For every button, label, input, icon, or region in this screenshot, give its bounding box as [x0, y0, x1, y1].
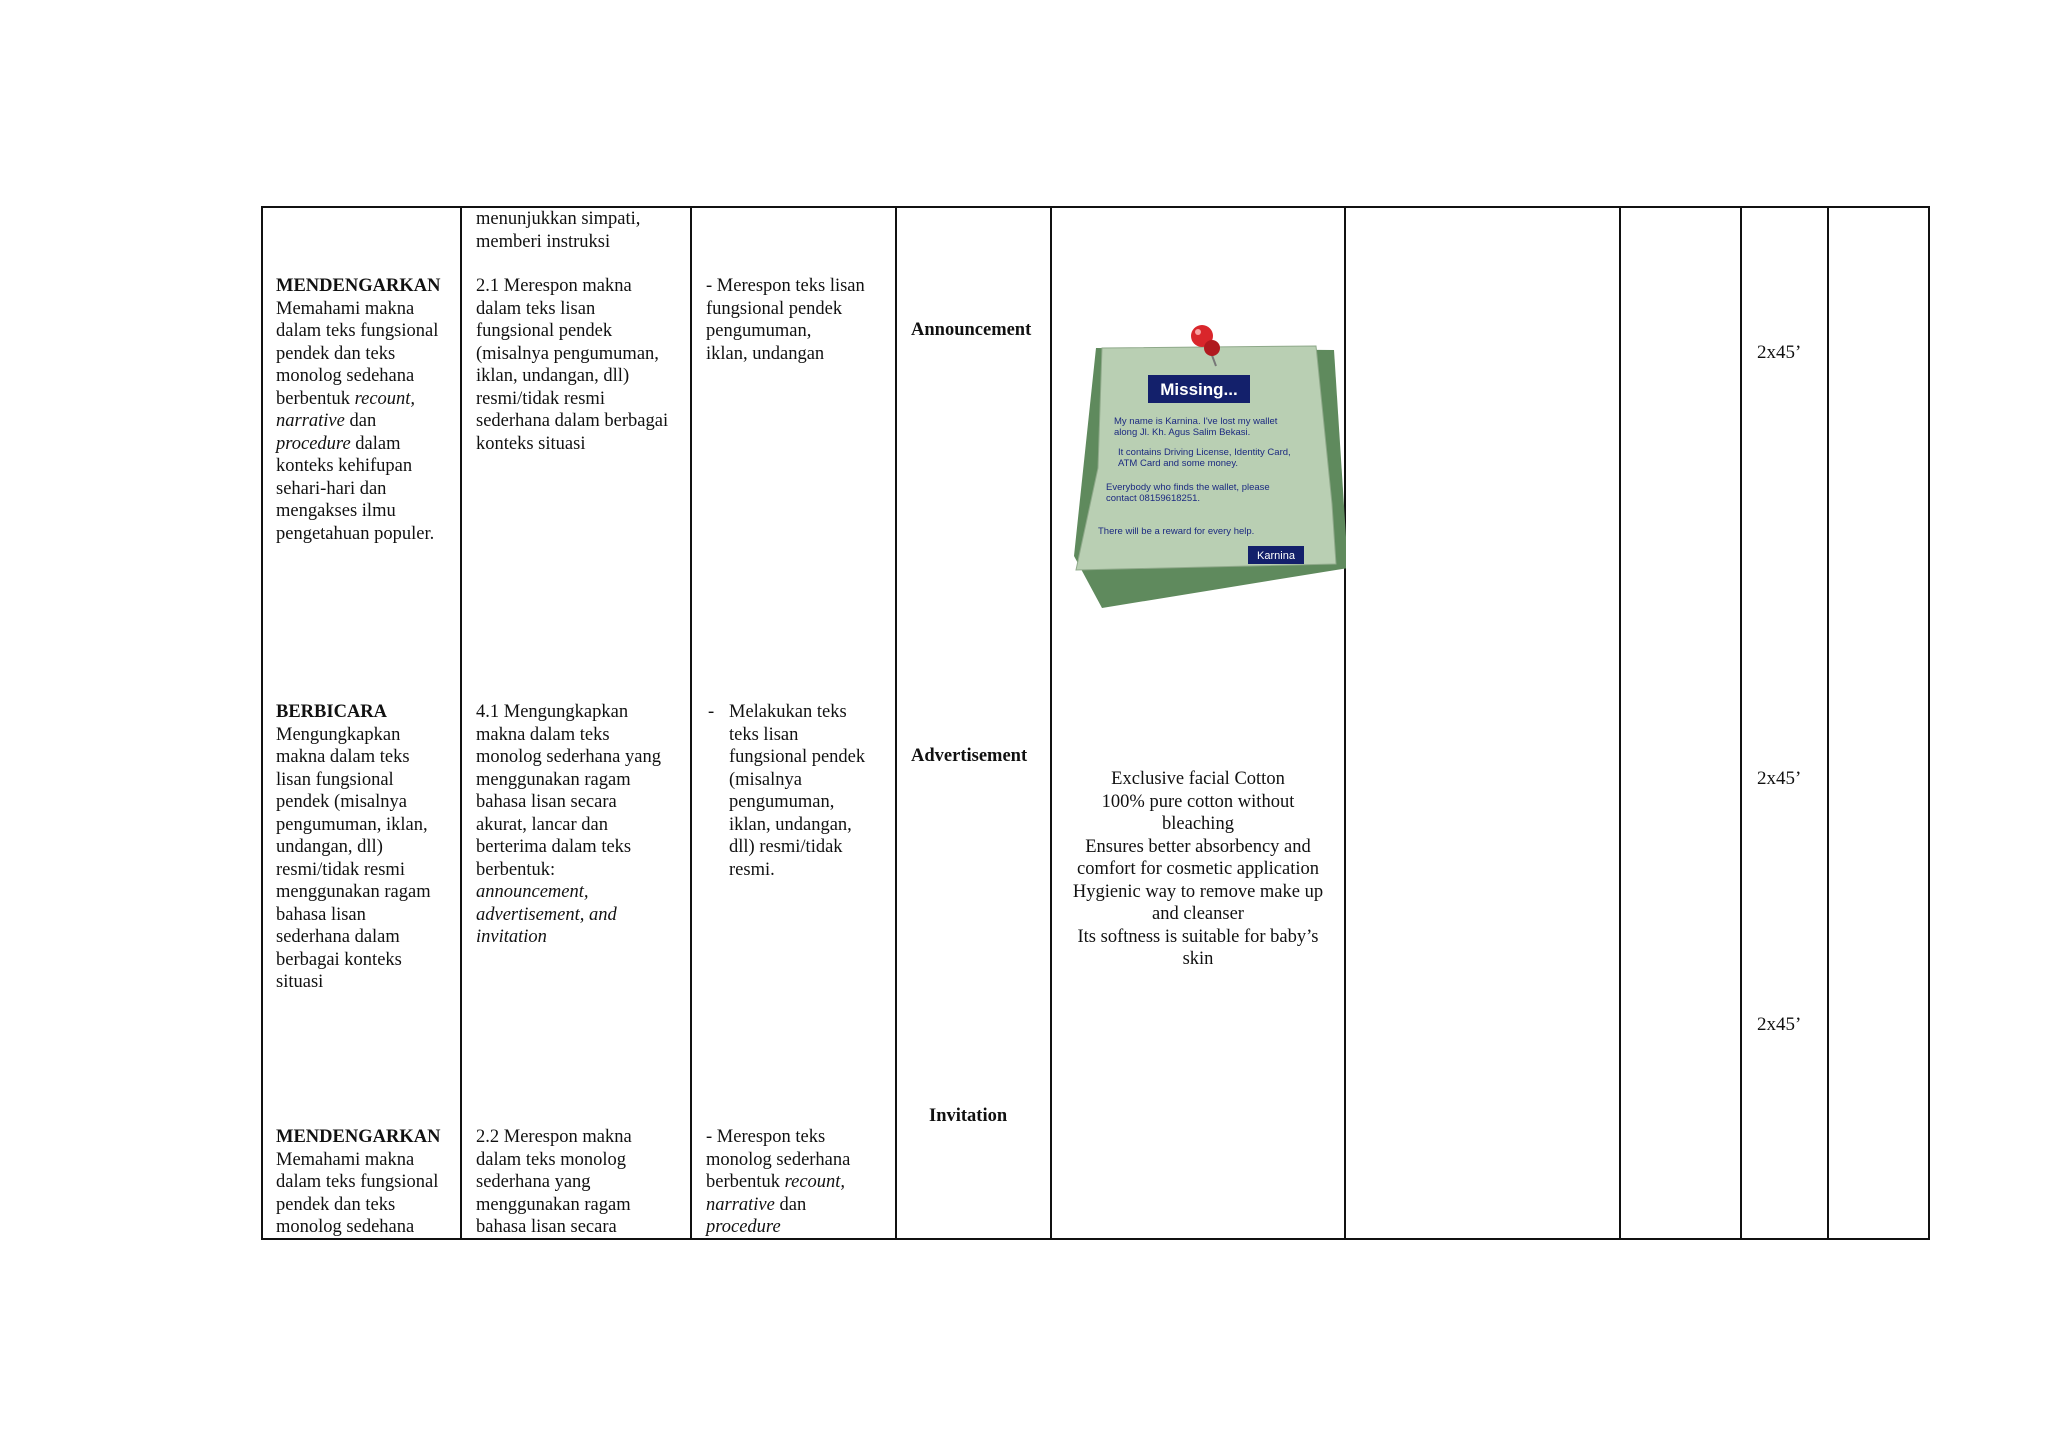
basic-competency-2-2: 2.2 Merespon makna dalam teks monolog sederhana yang menggunakan ragam bahasa lisan secara [476, 1127, 632, 1237]
competency-text: Memahami makna dalam teks fungsional pendek dan teks monolog sedehana [276, 1149, 439, 1237]
column-divider [1740, 206, 1742, 1240]
note-line: There will be a reward for every help. [1098, 526, 1255, 537]
note-line: ATM Card and some money. [1118, 458, 1239, 469]
indicator-2: Melakukan teks teks lisan fungsional pendek (misalnya pengumuman, iklan, undangan, dll) resmi/tidak resmi. [729, 702, 866, 880]
basic-competency-2-1: 2.1 Merespon makna dalam teks lisan fungsional pendek (misalnya pengumuman, iklan, undangan, dll) resmi/tidak resmi sederhana dalam berbagai konteks situasi [476, 276, 669, 454]
pin-base [1204, 340, 1220, 356]
pin-highlight [1195, 329, 1201, 335]
note-line: It contains Driving License, Identity Card, [1118, 447, 1291, 458]
column-divider [1827, 206, 1829, 1240]
competency-heading: MENDENGARKAN [276, 276, 441, 296]
competency-speaking [276, 701, 461, 994]
basic-competency-top: menunjukkan simpati, memberi instruksi [476, 209, 641, 252]
competency-text: dalam konteks kehifupan sehari-hari dan mengakses ilmu pengetahuan populer. [276, 433, 435, 544]
basic-competency-text: 4.1 Mengungkapkan makna dalam teks monolog sederhana yang menggunakan ragam bahasa lisan secara akurat, lancar dan berterima dalam teks berbentuk: [476, 702, 661, 880]
basic-competency-4-1 [476, 701, 691, 949]
competency-text-italic: recount, narrative [276, 388, 416, 431]
note-line: contact 08159618251. [1106, 493, 1201, 504]
indicator-text: dan [779, 1194, 807, 1215]
column-divider [1619, 206, 1621, 1240]
indicator-text: - Merespon teks monolog sederhana berbentuk [706, 1127, 851, 1192]
duration-1: 2x45’ [1757, 342, 1802, 363]
advertisement-text: Exclusive facial Cotton 100% pure cotton without bleaching Ensures better absorbency and comfort for cosmetic application Hygienic way to remove make up and cleanser Its softness is suitable for baby’s skin [1072, 769, 1324, 969]
indicator-2-dash: - [708, 702, 715, 722]
indicator-text-italic: procedure [706, 1217, 781, 1237]
note-line: Everybody who finds the wallet, please [1106, 482, 1270, 493]
duration-3: 2x45’ [1757, 1014, 1802, 1035]
material-invitation: Invitation [929, 1106, 1008, 1126]
material-advertisement: Advertisement [911, 746, 1028, 766]
competency-listening-2 [276, 1126, 461, 1239]
note-line: along Jl. Kh. Agus Salim Bekasi. [1114, 427, 1251, 438]
competency-heading: MENDENGARKAN [276, 1127, 441, 1147]
note-line: My name is Karnina. I've lost my wallet [1114, 416, 1278, 427]
competency-text: Mengungkapkan makna dalam teks lisan fungsional pendek (misalnya pengumuman, iklan, undangan, dll) resmi/tidak resmi menggunakan ragam bahasa lisan sederhana dalam berbagai konteks situasi [276, 724, 431, 992]
competency-text: Memahami makna dalam teks fungsional pendek dan teks monolog sedehana berbentuk [276, 298, 439, 409]
note-sign: Karnina [1257, 550, 1295, 562]
material-announcement: Announcement [911, 320, 1032, 340]
competency-heading: BERBICARA [276, 702, 388, 722]
column-divider [1050, 206, 1052, 1240]
competency-text-italic: procedure [276, 433, 351, 454]
note-title: Missing... [1160, 380, 1238, 399]
indicator-3 [706, 1126, 896, 1239]
indicator-1: - Merespon teks lisan fungsional pendek pengumuman, iklan, undangan [706, 276, 865, 364]
competency-text: dan [349, 411, 377, 431]
indicator-text-italic: recount, narrative [706, 1172, 846, 1215]
basic-competency-text-italic: announcement, advertisement, and invitation [476, 882, 617, 947]
competency-listening-1 [276, 275, 461, 545]
missing-notice-image [1066, 318, 1346, 618]
duration-2: 2x45’ [1757, 768, 1802, 789]
